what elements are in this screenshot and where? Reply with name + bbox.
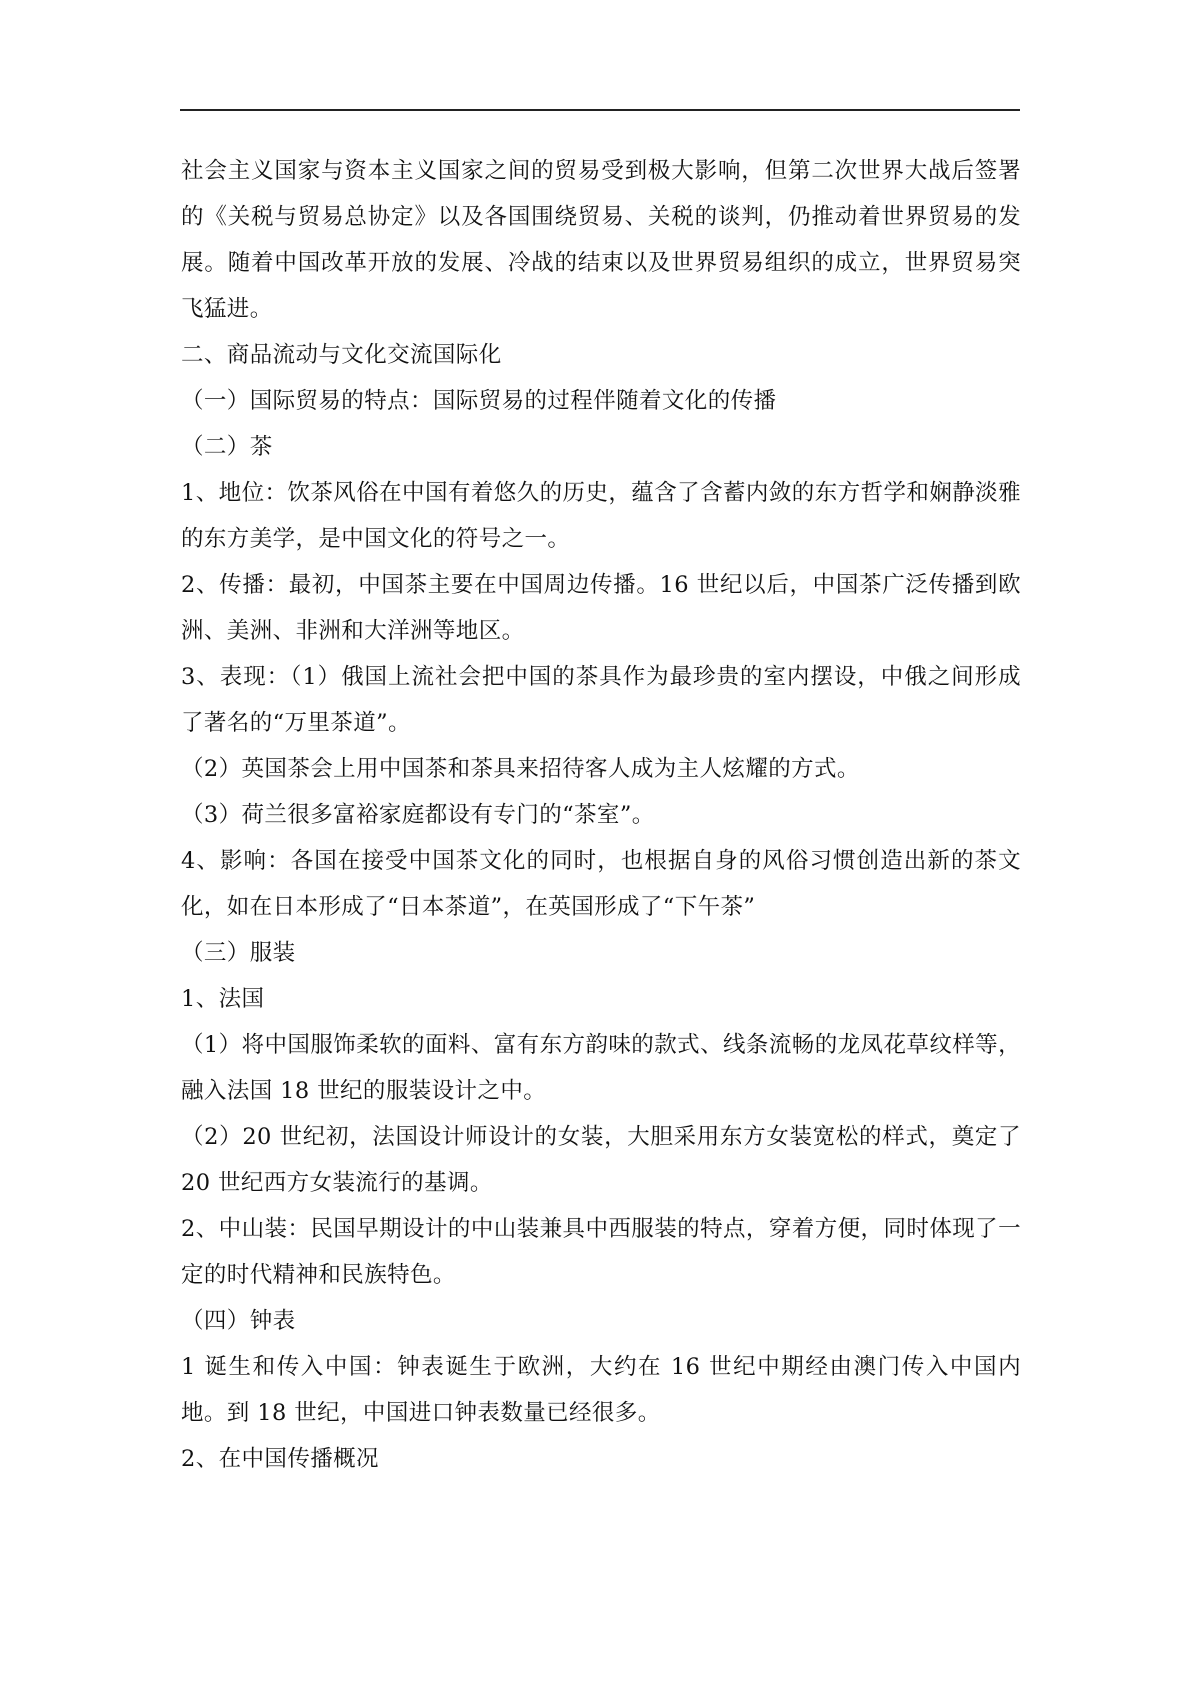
subheading-clocks: （四）钟表 xyxy=(181,1308,296,1334)
subheading-tea: （二）茶 xyxy=(181,434,273,460)
paragraph-tea-influence: 4、影响：各国在接受中国茶文化的同时，也根据自身的风俗习惯创造出新的茶文化，如在日本形成了“日本茶道”，在英国形成了“下午茶” xyxy=(181,848,1021,920)
paragraph-tea-spread: 2、传播：最初，中国茶主要在中国周边传播。16 世纪以后，中国茶广泛传播到欧洲、美洲、非洲和大洋洲等地区。 xyxy=(181,572,1021,644)
paragraph-tea-manifestation-russia: 3、表现：（1）俄国上流社会把中国的茶具作为最珍贵的室内摆设，中俄之间形成了著名的“万里茶道”。 xyxy=(181,664,1021,736)
paragraph-tea-status: 1、地位：饮茶风俗在中国有着悠久的历史，蕴含了含蓄内敛的东方哲学和娴静淡雅的东方美学，是中国文化的符号之一。 xyxy=(181,480,1021,552)
section-heading-commodity-culture: 二、商品流动与文化交流国际化 xyxy=(181,342,502,368)
paragraph-trade-history: 社会主义国家与资本主义国家之间的贸易受到极大影响，但第二次世界大战后签署的《关税与贸易总协定》以及各国围绕贸易、关税的谈判，仍推动着世界贸易的发展。随着中国改革开放的发展、冷战的结束以及世界贸易组织的成立，世界贸易突飞猛进。 xyxy=(181,158,1021,322)
paragraph-tea-manifestation-britain: （2）英国茶会上用中国茶和茶具来招待客人成为主人炫耀的方式。 xyxy=(181,756,860,782)
paragraph-france-20th-century: （2）20 世纪初，法国设计师设计的女装，大胆采用东方女装宽松的样式，奠定了 20 世纪西方女装流行的基调。 xyxy=(181,1124,1021,1196)
item-clock-spread-in-china: 2、在中国传播概况 xyxy=(181,1446,379,1472)
paragraph-clock-origin: 1 诞生和传入中国：钟表诞生于欧洲，大约在 16 世纪中期经由澳门传入中国内地。到 18 世纪，中国进口钟表数量已经很多。 xyxy=(181,1354,1021,1426)
paragraph-tea-manifestation-netherlands: （3）荷兰很多富裕家庭都设有专门的“茶室”。 xyxy=(181,802,655,828)
paragraph-zhongshan-suit: 2、中山装：民国早期设计的中山装兼具中西服装的特点，穿着方便，同时体现了一定的时代精神和民族特色。 xyxy=(181,1216,1021,1288)
header-rule xyxy=(180,109,1020,111)
item-france: 1、法国 xyxy=(181,986,265,1012)
subheading-trade-features: （一）国际贸易的特点：国际贸易的过程伴随着文化的传播 xyxy=(181,388,777,414)
paragraph-france-18th-century: （1）将中国服饰柔软的面料、富有东方韵味的款式、线条流畅的龙凤花草纹样等，融入法国 18 世纪的服装设计之中。 xyxy=(181,1032,1021,1104)
document-body xyxy=(181,148,1021,1482)
subheading-clothing: （三）服装 xyxy=(181,940,296,966)
